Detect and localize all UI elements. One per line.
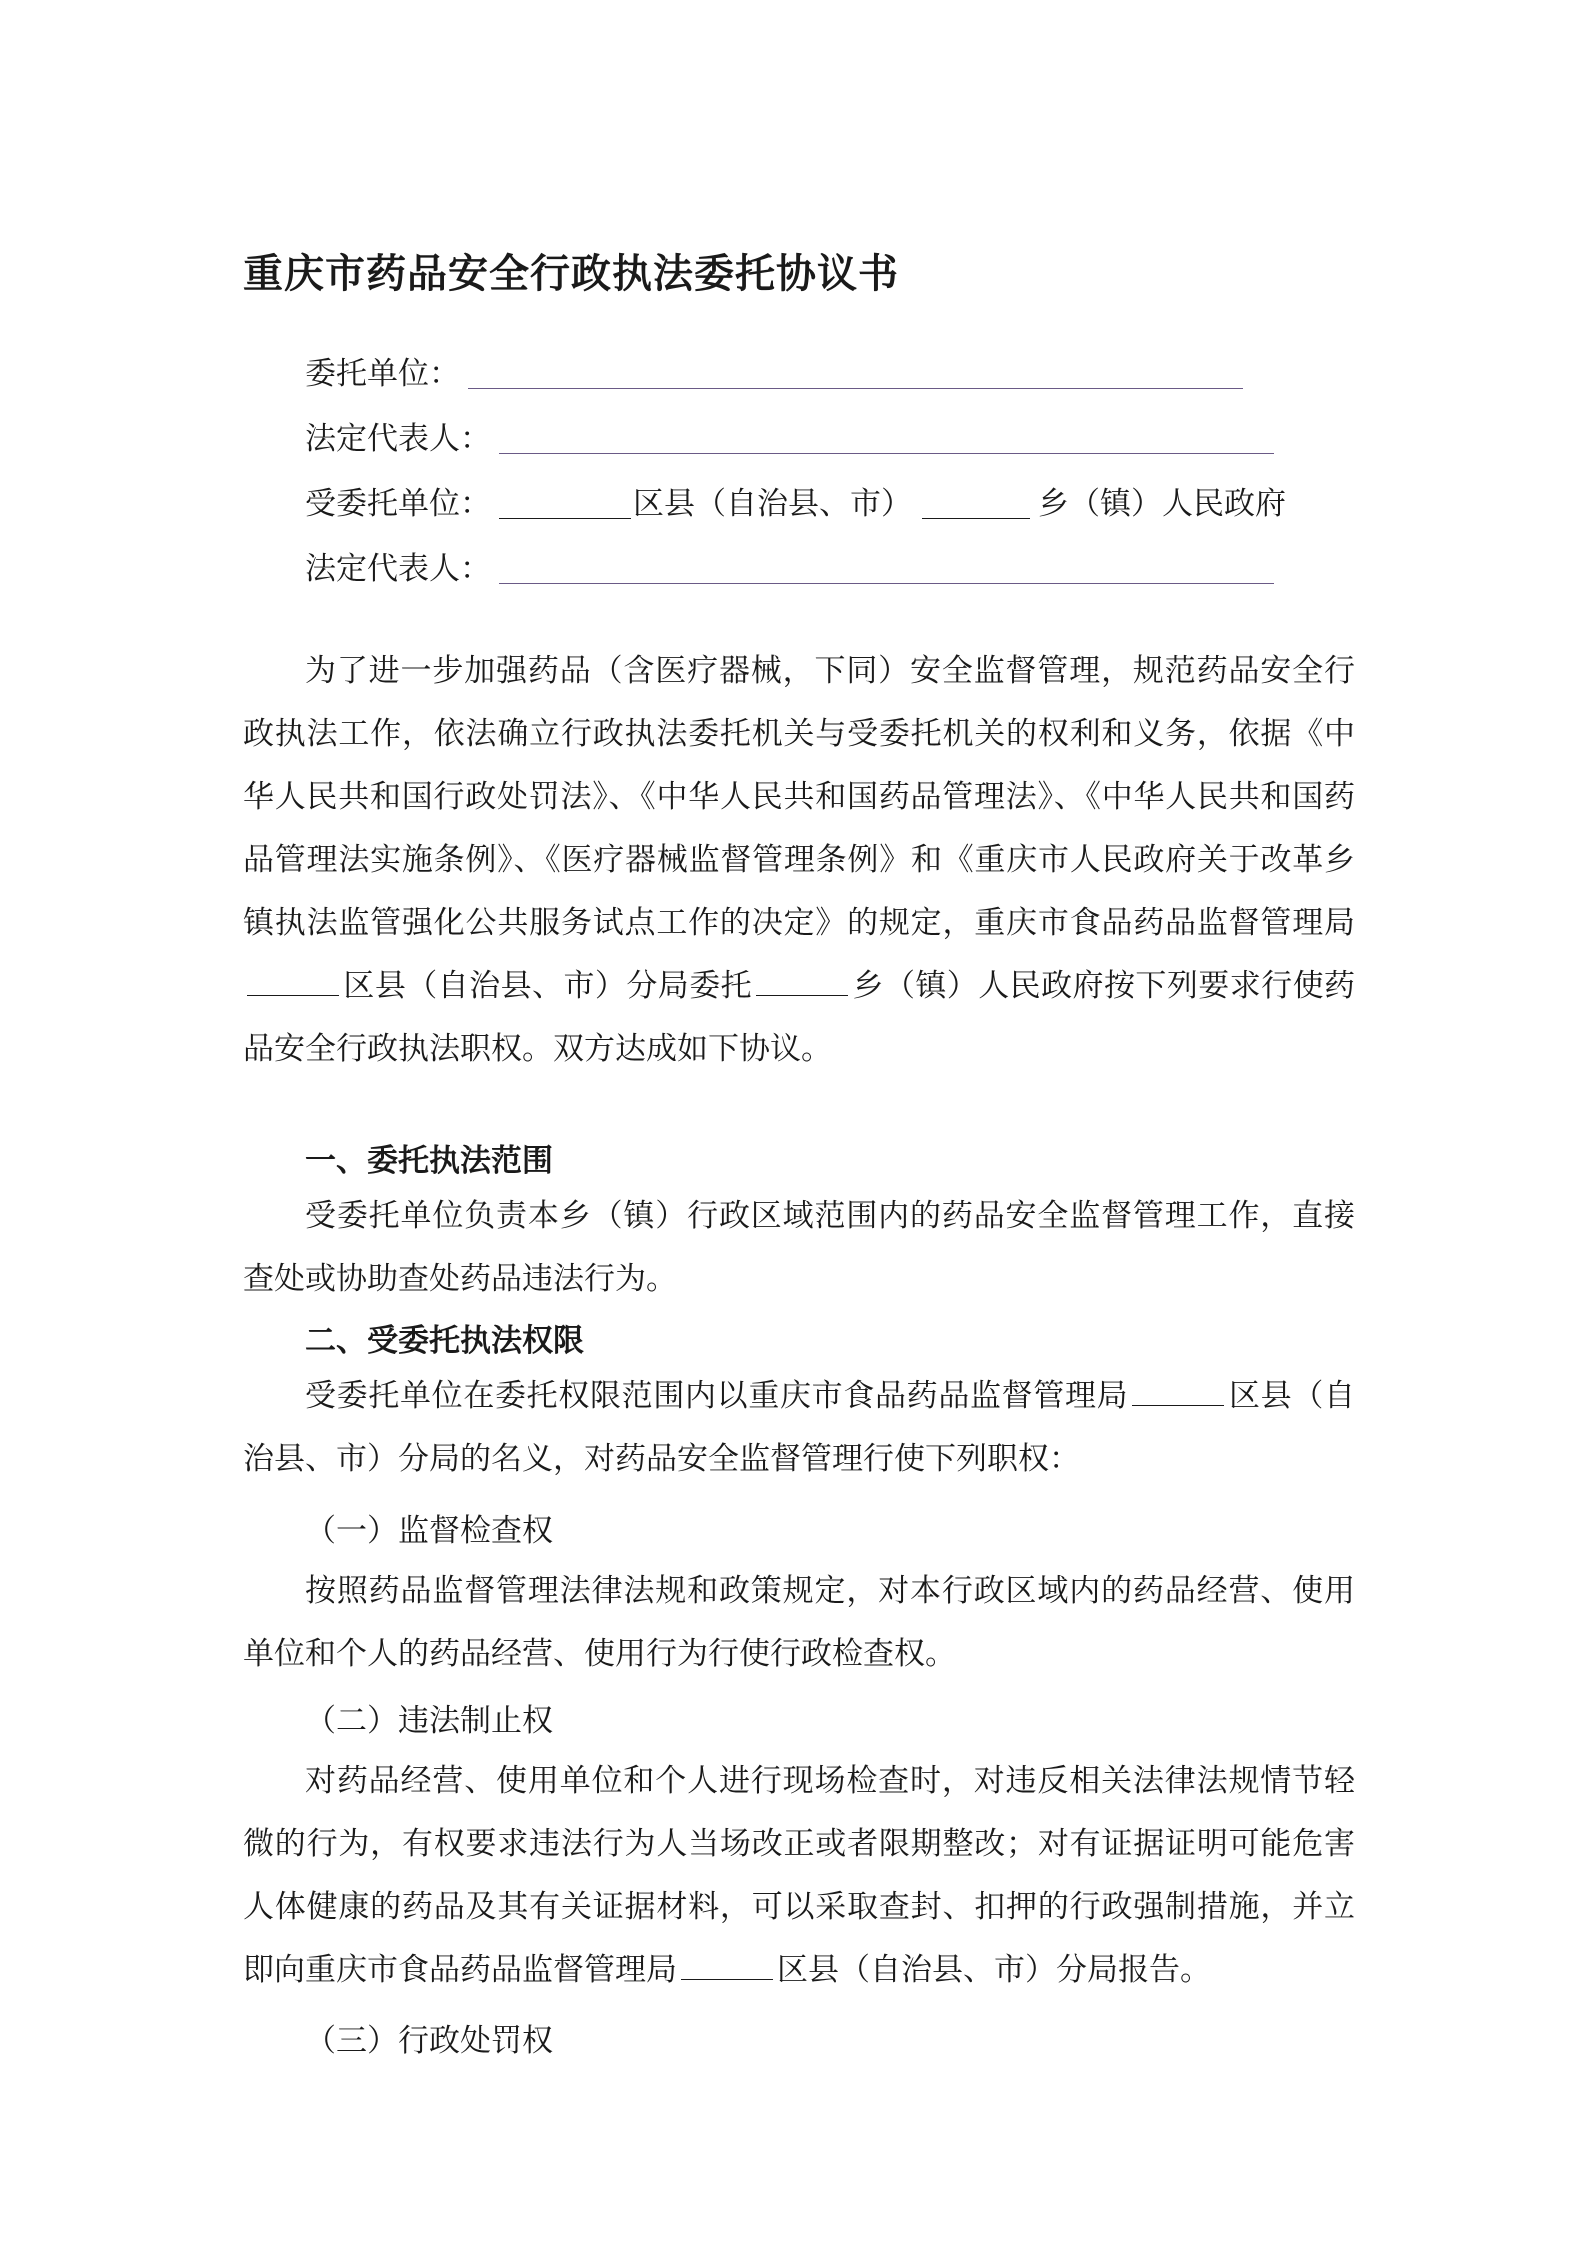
district-blank[interactable]	[499, 488, 631, 519]
township-text: 乡（镇）人民政府	[1038, 486, 1286, 522]
entrusted-unit-label: 受委托单位：	[305, 486, 491, 522]
subsection-2-body	[243, 1750, 1355, 2002]
section-2-intro-text-1: 受委托单位在委托权限范围内以重庆市食品药品监督管理局	[305, 1378, 1129, 1414]
section-1-heading: 一、委托执法范围	[305, 1143, 553, 1179]
preamble-text-3: 乡（镇）人民政府按下列要求行使药品安全行政执法职权。双方达成如下协议。	[243, 968, 1356, 1067]
subsection-1-body: 按照药品监督管理法律法规和政策规定，对本行政区域内的药品经营、使用单位和个人的药品经营、使用行为行使行政检查权。	[243, 1573, 1355, 1672]
subsection-2-heading: （二）违法制止权	[305, 1703, 553, 1739]
subsection-1-heading: （一）监督检查权	[305, 1513, 553, 1549]
section-2-intro	[243, 1365, 1355, 1491]
legal-rep-field-2	[305, 548, 1276, 588]
legal-rep-blank-2[interactable]	[499, 553, 1274, 584]
legal-rep-blank-1[interactable]	[499, 423, 1274, 454]
preamble-text-2: 区县（自治县、市）分局委托	[343, 968, 753, 1004]
preamble-text-1: 为了进一步加强药品（含医疗器械，下同）安全监督管理，规范药品安全行政执法工作，依法确立行政执法委托机关与受委托机关的权利和义务，依据《中华人民共和国行政处罚法》、《中华人民共和国药品管理法》、《中华人民共和国药品管理法实施条例》、《医疗器械监督管理条例》和《重庆市人民政府关于改革乡镇执法监管强化公共服务试点工作的决定》的规定，重庆市食品药品监督管理局	[243, 653, 1355, 941]
preamble-township-blank[interactable]	[756, 965, 848, 996]
subsection-2-district-blank[interactable]	[681, 1949, 773, 1980]
entrusting-unit-blank[interactable]	[468, 358, 1243, 389]
entrusting-unit-field	[305, 353, 1245, 393]
subsection-3-heading: （三）行政处罚权	[305, 2023, 553, 2059]
legal-rep-label-2: 法定代表人：	[305, 551, 491, 587]
section-2-district-blank[interactable]	[1132, 1375, 1224, 1406]
preamble-paragraph	[243, 640, 1355, 1081]
entrusted-unit-field	[305, 483, 1286, 523]
legal-rep-label-1: 法定代表人：	[305, 421, 491, 457]
section-1-body: 受委托单位负责本乡（镇）行政区域范围内的药品安全监督管理工作，直接查处或协助查处药品违法行为。	[243, 1198, 1355, 1297]
entrusting-unit-label: 委托单位：	[305, 356, 460, 392]
section-2-heading: 二、受委托执法权限	[305, 1323, 584, 1359]
document-title: 重庆市药品安全行政执法委托协议书	[243, 251, 899, 297]
subsection-2-text-2: 区县（自治县、市）分局报告。	[777, 1952, 1211, 1988]
section-2-intro-text-2: 区县（自治县、市）分局的名义，对药品安全监督管理行使下列职权：	[243, 1378, 1356, 1477]
preamble-district-blank[interactable]	[247, 965, 339, 996]
legal-rep-field-1	[305, 418, 1276, 458]
subsection-2-text-1: 对药品经营、使用单位和个人进行现场检查时，对违反相关法律法规情节轻微的行为，有权要求违法行为人当场改正或者限期整改；对有证据证明可能危害人体健康的药品及其有关证据材料，可以采取查封、扣押的行政强制措施，并立即向重庆市食品药品监督管理局	[243, 1763, 1355, 1988]
township-blank[interactable]	[922, 488, 1030, 519]
district-text: 区县（自治县、市）	[633, 486, 912, 522]
